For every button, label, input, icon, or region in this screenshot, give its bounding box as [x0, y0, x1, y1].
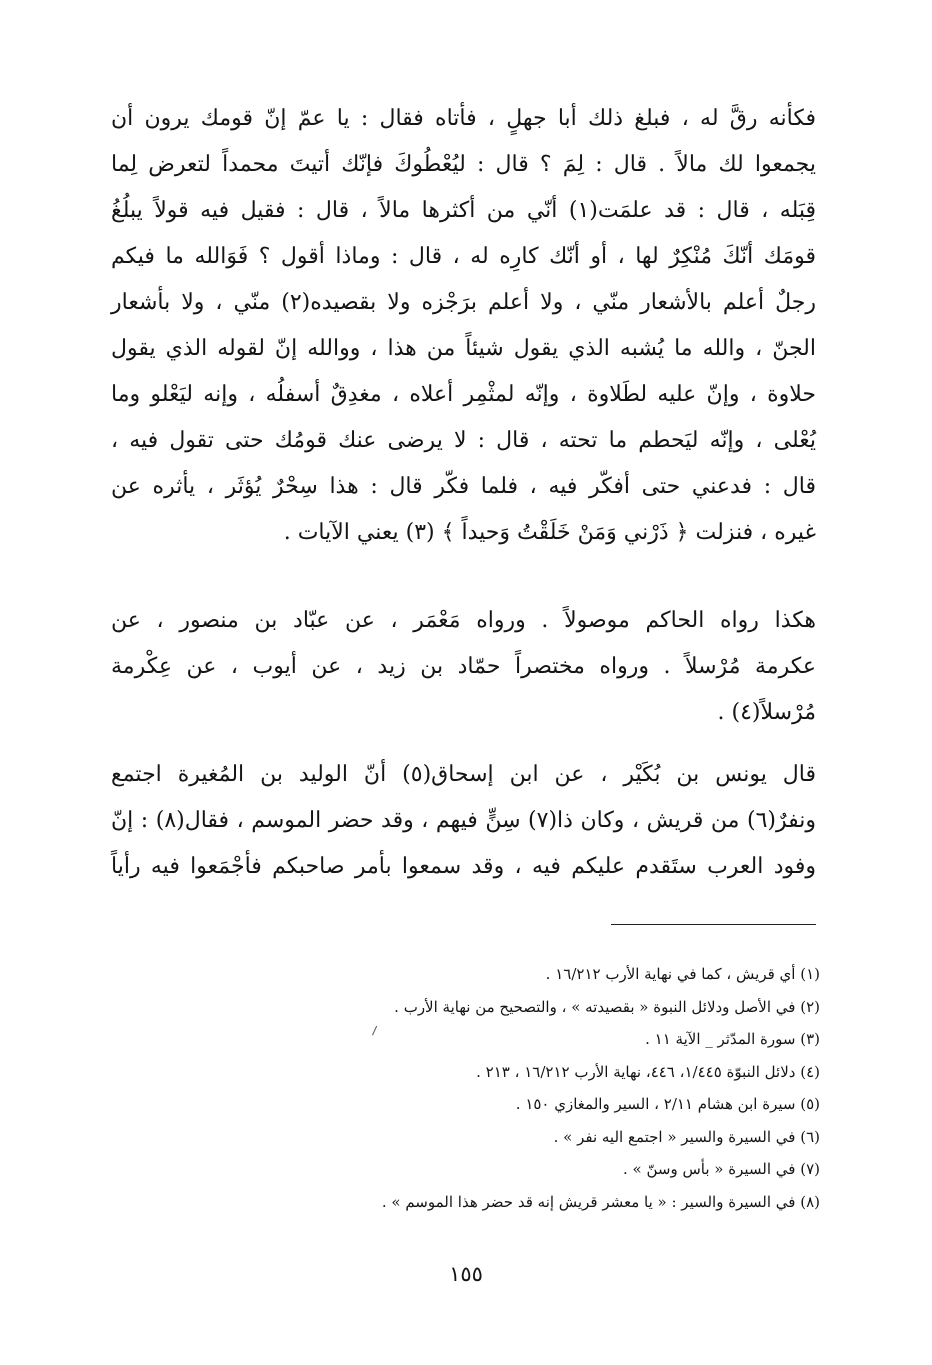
text-line: يُعْلى ، وإنّه ليَحطم ما تحته ، قال : لا يرضى عنك قومُك حتى تقول فيه ،: [111, 428, 816, 453]
text-line: قال : فدعني حتى أفكّر فيه ، فلما فكّر قال : هذا سِحْرٌ يُؤثَر ، يأثره عن: [111, 474, 816, 499]
page-number: ١٥٥: [449, 1262, 483, 1286]
text-line: فكأنه رقَّ له ، فبلغ ذلك أبا جهلٍ ، فأتاه فقال : يا عمّ إنّ قومك يرون أن: [111, 106, 816, 131]
text-line: عكرمة مُرْسلاً . ورواه مختصراً حمّاد بن زيد ، عن أيوب ، عن عِكْرمة: [111, 654, 816, 679]
text-line: قال يونس بن بُكَيْر ، عن ابن إسحاق(٥) أنّ الوليد بن المُغيرة اجتمع: [111, 762, 816, 787]
text-line: غيره ، فنزلت ﴿ ذَرْني وَمَنْ خَلَقْتُ وَحيداً ﴾ (٣) يعني الآيات .: [283, 520, 816, 545]
text-line: قِبَله ، قال : قد علمَت(١) أنّي من أكثرها مالاً ، قال : فقيل فيه قولاً يبلُغُ: [111, 198, 817, 223]
text-line: يجمعوا لك مالاً . قال : لِمَ ؟ قال : ليُعْطُوكَ فإنّك أتيتَ محمداً لتعرض لِما: [111, 152, 816, 177]
footnote-4: (٤) دلائل النبوّة ١/٤٤٥، ٤٤٦، نهاية الأرب ١٦/٢١٢ ، ٢١٣ .: [476, 1062, 820, 1081]
text-line: هكذا رواه الحاكم موصولاً . ورواه مَعْمَر ، عن عبّاد بن منصور ، عن: [111, 608, 816, 633]
footnote-1: (١) أي قريش ، كما في نهاية الأرب ١٦/٢١٢ .: [545, 965, 820, 983]
text-line: مُرْسلاً(٤) .: [717, 700, 816, 725]
paragraph-1: [111, 96, 816, 556]
footnote-3: (٣) سورة المدّثر _ الآية ١١ .: [645, 1030, 820, 1048]
footnote-7: (٧) في السيرة « بأس وسنّ » .: [622, 1160, 820, 1178]
paragraph-2: [111, 598, 816, 736]
footnote-2: (٢) في الأصل ودلائل النبوة « بقصيدته » ، والتصحيح من نهاية الأرب .: [394, 997, 820, 1016]
footnote-8: (٨) في السيرة والسير : « يا معشر قريش إنه قد حضر هذا الموسم » .: [381, 1192, 820, 1211]
text-line: ونفرٌ(٦) من قريش ، وكان ذا(٧) سِنٍّ فيهم ، وقد حضر الموسم ، فقال(٨) : إنّ: [111, 808, 816, 833]
footnotes: [260, 958, 820, 1218]
paragraph-3: [111, 752, 816, 890]
text-line: قومَك أنّكَ مُنْكِرٌ لها ، أو أنّك كارِه له ، قال : وماذا أقول ؟ فَوَالله ما فيكم: [111, 244, 816, 269]
text-line: الجنّ ، والله ما يُشبه الذي يقول شيئاً من هذا ، ووالله إنّ لقوله الذي يقول: [111, 336, 816, 361]
footnote-6: (٦) في السيرة والسير « اجتمع اليه نفر » .: [553, 1127, 820, 1146]
footnote-5: (٥) سيرة ابن هشام ٢/١١ ، السير والمغازي ١٥٠ .: [515, 1095, 820, 1113]
text-line: حلاوة ، وإنّ عليه لطَلاوة ، وإنّه لمثْمِر أعلاه ، مغدِقٌ أسفلُه ، وإنه ليَعْلو وما: [111, 382, 816, 407]
text-line: رجلٌ أعلم بالأشعار منّي ، ولا أعلم برَجْزه ولا بقصيده(٢) منّي ، ولا بأشعار: [111, 290, 816, 315]
footnote-divider: [611, 924, 816, 925]
text-line: وفود العرب ستَقدم عليكم فيه ، وقد سمعوا بأمر صاحبكم فأجْمَعوا فيه رأياً: [111, 854, 816, 879]
